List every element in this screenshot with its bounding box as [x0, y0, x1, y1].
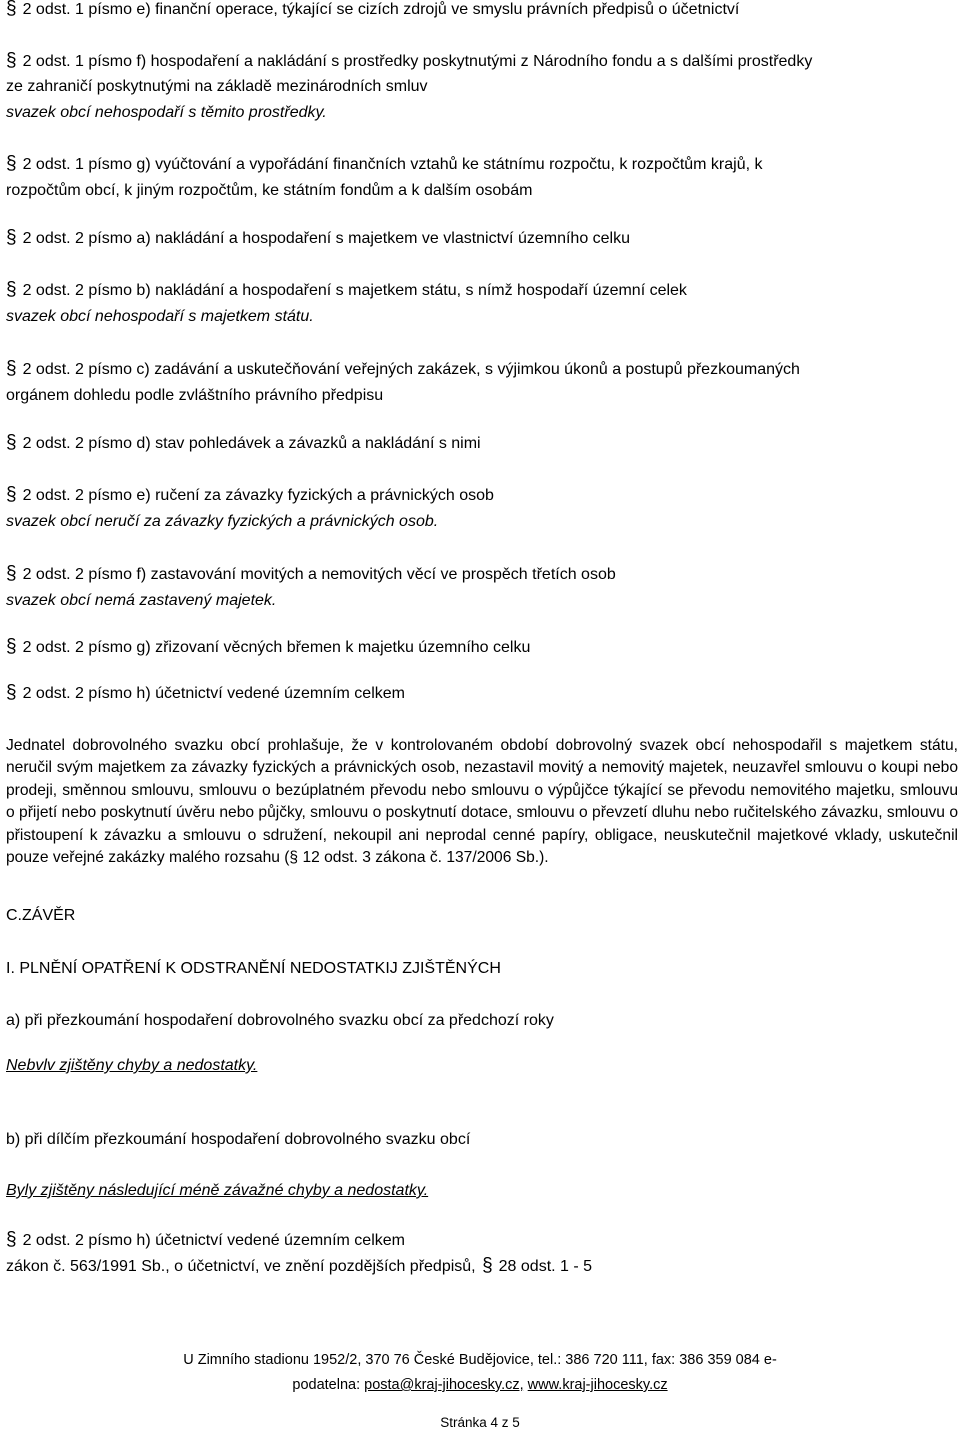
- section-line-2c-cont: [6, 386, 383, 406]
- section-line-2h: [6, 684, 405, 704]
- section-text: 2 odst. 2 písmo d) stav pohledávek a závazků a nakládání s nimi: [22, 435, 481, 452]
- paragraph-sign: §: [6, 358, 17, 379]
- page-number: Stránka 4 z 5: [440, 1415, 520, 1430]
- finding-text: svazek obcí neručí za závazky fyzických a právnických osob.: [6, 513, 439, 530]
- section-text: 2 odst. 1 písmo g) vyúčtování a vypořádání finančních vztahů ke státnímu rozpočtu, k rozpočtům krajů, k: [22, 156, 763, 173]
- section-text: 2 odst. 2 písmo h) účetnictví vedené územním celkem: [22, 1232, 405, 1249]
- section-line-2g: [6, 638, 530, 658]
- section-text: 2 odst. 2 písmo a) nakládání a hospodaření s majetkem ve vlastnictví územního celku: [22, 230, 631, 247]
- section-text: 2 odst. 1 písmo f) hospodaření a nakládání s prostředky poskytnutými z Národního fondu a s dalšími prostředky: [22, 53, 813, 70]
- paragraph-sign: §: [6, 636, 17, 657]
- finding-2e: [6, 512, 438, 532]
- law-text: zákon č. 563/1991 Sb., o účetnictví, ve znění pozdějších předpisů,: [6, 1258, 476, 1275]
- section-line-2e: [6, 486, 494, 506]
- item-a: a) při přezkoumání hospodaření dobrovolného svazku obcí za předchozí roky: [6, 1012, 554, 1029]
- section-line-1f-cont: [6, 77, 428, 97]
- section-text: 2 odst. 2 písmo g) zřizovaní věcných břemen k majetku územního celku: [22, 639, 531, 656]
- paragraph-sign: §: [6, 563, 17, 584]
- item-a-result: Nebvlv zjištěny chyby a nedostatky.: [6, 1057, 258, 1074]
- final-section-line: [6, 1231, 405, 1251]
- section-text: ze zahraničí poskytnutými na základě mezinárodních smluv: [6, 78, 428, 95]
- section-line-2d: [6, 434, 481, 454]
- finding-text: svazek obcí nemá zastavený majetek.: [6, 592, 277, 609]
- finding-text: svazek obcí nehospodaří s majetkem státu.: [6, 308, 314, 325]
- paragraph-sign: §: [6, 682, 17, 703]
- paragraph-sign: §: [6, 153, 17, 174]
- paragraph-sign: §: [482, 1255, 493, 1276]
- section-line-1g: [6, 155, 763, 175]
- section-text: 2 odst. 2 písmo f) zastavování movitých a nemovitých věcí ve prospěch třetích osob: [22, 566, 616, 583]
- footer-address: U Zimního stadionu 1952/2, 370 76 České Budějovice, tel.: 386 720 111, fax: 386 359 084 e-: [183, 1352, 777, 1368]
- section-text: rozpočtům obcí, k jiným rozpočtům, ke státním fondům a k dalším osobám: [6, 182, 533, 199]
- law-reference: [6, 1257, 592, 1277]
- footer-contacts: [0, 1375, 960, 1395]
- section-line-2a: [6, 229, 630, 249]
- section-line-2f: [6, 565, 616, 585]
- paragraph-sign: §: [6, 484, 17, 505]
- section-text: 2 odst. 2 písmo h) účetnictví vedené územním celkem: [22, 685, 405, 702]
- finding-1f: [6, 103, 327, 123]
- item-b: b) při dílčím přezkoumání hospodaření dobrovolného svazku obcí: [6, 1131, 471, 1148]
- law-text-2: 28 odst. 1 - 5: [498, 1258, 593, 1275]
- section-line-1e: [6, 0, 739, 20]
- footer-email-link[interactable]: posta@kraj-jihocesky.cz,: [364, 1377, 524, 1393]
- section-text: 2 odst. 1 písmo e) finanční operace, týkající se cizích zdrojů ve smyslu právních předpisů o účetnictví: [22, 1, 740, 18]
- section-text: 2 odst. 2 písmo e) ručení za závazky fyzických a právnických osob: [22, 487, 494, 504]
- conclusion-title: C.ZÁVĚR: [6, 907, 76, 924]
- paragraph-sign: §: [6, 0, 17, 19]
- paragraph-sign: §: [6, 1229, 17, 1250]
- section-line-1g-cont: [6, 181, 532, 201]
- paragraph-sign: §: [6, 50, 17, 71]
- finding-2b: [6, 307, 314, 327]
- paragraph-sign: §: [6, 227, 17, 248]
- section-line-2c: [6, 360, 800, 380]
- paragraph-sign: §: [6, 432, 17, 453]
- declaration-paragraph: Jednatel dobrovolného svazku obcí prohlašuje, že v kontrolovaném období dobrovolný svazek obcí nehospodařil s majetkem státu, neručil svým majetkem za závazky fyzických a právnických osob, nezastavil movitý a nemovitý majetek, neuzavřel smlouvu o koupi nebo prodeji, směnnou smlouvu, smlouvu o bezúplatném převodu nebo smlouvu o výpůjčce týkající se převodu nemovitého majetku, smlouvu o přijetí nebo poskytnutí úvěru nebo půjčky, smlouvu o poskytnutí dotace, smlouvu o převzetí dluhu nebo ručitelského závazku, smlouvu o přistoupení k závazku a smlouvu o sdružení, nekoupil ani neprodal cenné papíry, obligace, neuskutečnil majetkové vklady, uskutečnil pouze veřejné zakázky malého rozsahu (§ 12 odst. 3 zákona č. 137/2006 Sb.).: [6, 737, 958, 867]
- finding-text: svazek obcí nehospodaří s těmito prostředky.: [6, 104, 327, 121]
- part1-title: I. PLNĚNÍ OPATŘENÍ K ODSTRANĚNÍ NEDOSTATKIJ ZJIŠTĚNÝCH: [6, 960, 501, 977]
- footer-podatelna-label: podatelna:: [292, 1377, 361, 1393]
- section-text: 2 odst. 2 písmo c) zadávání a uskutečňování veřejných zakázek, s výjimkou úkonů a postupů přezkoumaných: [22, 361, 800, 378]
- footer-web-link[interactable]: www.kraj-jihocesky.cz: [527, 1377, 668, 1393]
- section-text: 2 odst. 2 písmo b) nakládání a hospodaření s majetkem státu, s nímž hospodaří územní celek: [22, 282, 687, 299]
- finding-2f: [6, 591, 276, 611]
- section-line-2b: [6, 281, 687, 301]
- item-b-result: Byly zjištěny následující méně závažné chyby a nedostatky.: [6, 1182, 429, 1199]
- section-text: orgánem dohledu podle zvláštního právního předpisu: [6, 387, 384, 404]
- paragraph-sign: §: [6, 279, 17, 300]
- section-line-1f: [6, 52, 812, 72]
